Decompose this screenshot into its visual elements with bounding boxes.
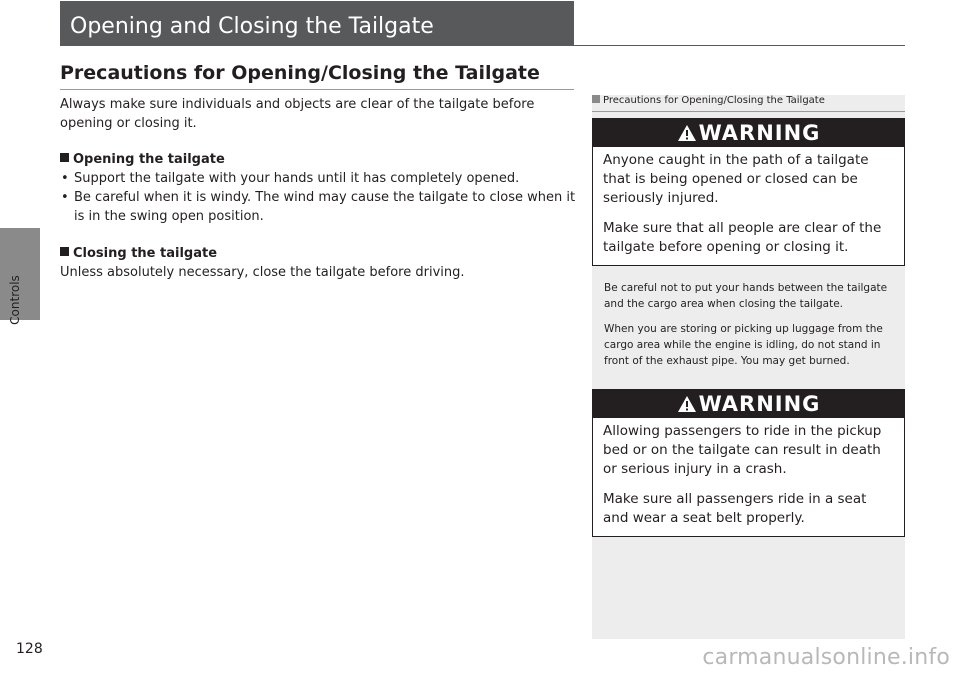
closing-heading [60, 244, 576, 263]
warning-text: Make sure that all people are clear of the tailgate before opening or closing it. [603, 220, 882, 255]
warning-text: Make sure all passengers ride in a seat and wear a seat belt properly. [603, 491, 867, 526]
sidebar-notes [604, 280, 899, 378]
chapter-rule [574, 45, 905, 46]
closing-heading-text: Closing the tailgate [73, 246, 218, 261]
closing-text: Unless absolutely necessary, close the tailgate before driving. [60, 265, 465, 280]
warning-banner-2 [593, 390, 904, 418]
sidebar-heading-text: Precautions for Opening/Closing the Tailgate [603, 95, 825, 106]
warning-triangle-icon [677, 124, 697, 142]
page-number: 128 [16, 641, 43, 657]
warning-triangle-icon [677, 395, 697, 413]
warning-label-1: WARNING [698, 121, 821, 145]
warning-box-1 [592, 118, 905, 266]
warning-text: Allowing passengers to ride in the pickup bed or on the tailgate can result in death or serious injury in a crash. [603, 423, 882, 477]
side-tab [0, 0, 40, 678]
warning-text: Anyone caught in the path of a tailgate that is being opened or closed can be seriously injured. [603, 152, 869, 206]
section-title: Precautions for Opening/Closing the Tailgate [60, 62, 540, 84]
list-item: • Support the tailgate with your hands until it has completely opened. [60, 169, 576, 188]
warning-body-2 [593, 418, 904, 536]
opening-heading [60, 150, 576, 169]
opening-bullets [60, 169, 576, 226]
list-item: • Be careful when it is windy. The wind may cause the tailgate to close when it is in the swing open position. [60, 188, 576, 226]
warning-box-2 [592, 389, 905, 537]
side-tab-label: Controls [8, 275, 22, 325]
warning-body-1 [593, 147, 904, 265]
opening-heading-text: Opening the tailgate [73, 152, 225, 167]
note-text: Be careful not to put your hands between the tailgate and the cargo area when closing the tailgate. [604, 282, 888, 310]
sidebar-heading [592, 95, 905, 112]
watermark-text: carmanualsonline.info [702, 645, 950, 670]
intro-text: Always make sure individuals and objects are clear of the tailgate before opening or closing it. [60, 97, 535, 131]
note-text: When you are storing or picking up luggage from the cargo area while the engine is idling, do not stand in front of the exhaust pipe. You may get burned. [604, 323, 883, 367]
square-bullet-icon [60, 247, 69, 256]
warning-banner-1 [593, 119, 904, 147]
main-column [60, 95, 576, 282]
reference-marker-icon [592, 95, 600, 103]
section-rule [60, 89, 574, 90]
square-bullet-icon [60, 153, 69, 162]
warning-label-2: WARNING [698, 392, 821, 416]
chapter-title: Opening and Closing the Tailgate [70, 14, 434, 39]
